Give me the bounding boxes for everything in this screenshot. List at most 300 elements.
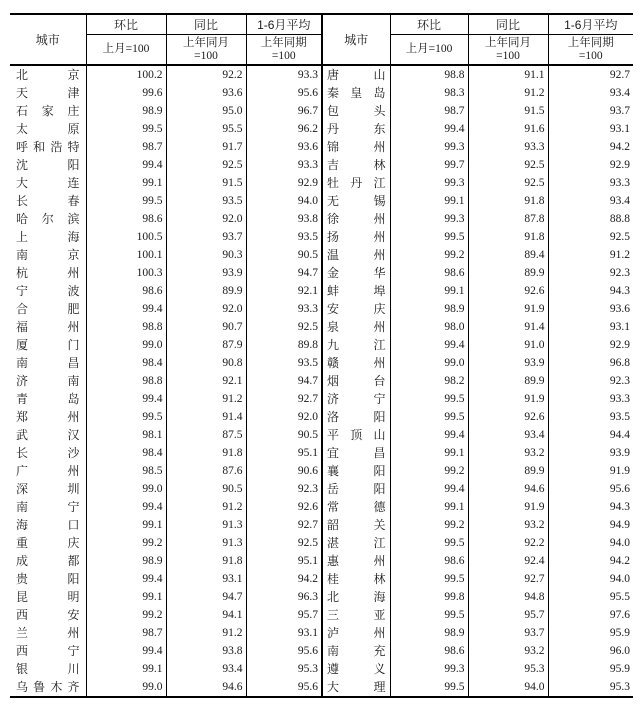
- avg-value-right: 95.3: [609, 681, 630, 693]
- city-name: 赣 州: [327, 356, 386, 370]
- yoy-value-left: 91.2: [166, 498, 246, 516]
- avg-value-left: 92.3: [246, 480, 322, 498]
- table-row: [10, 156, 633, 174]
- table-row: [10, 516, 633, 534]
- price-index-table: [10, 13, 633, 698]
- table-row: [10, 210, 633, 228]
- yoy-value-left: 90.5: [166, 480, 246, 498]
- yoy-value-right: 91.0: [468, 336, 548, 354]
- yoy-value-right: 92.7: [468, 570, 548, 588]
- city-cell-left: [10, 498, 86, 516]
- header-avg-left: 1-6月平均: [246, 14, 322, 35]
- header-yoy-right: 同比: [468, 14, 548, 35]
- mom-value-right: 99.1: [390, 282, 468, 300]
- mom-value-right: 99.1: [390, 498, 468, 516]
- mom-value-left: 98.8: [86, 318, 166, 336]
- yoy-value-right: 87.8: [468, 210, 548, 228]
- city-name: 兰 州: [16, 626, 80, 640]
- avg-value-left: 96.7: [246, 102, 322, 120]
- header-avg-base-left: [246, 35, 322, 66]
- mom-value-left: 99.4: [86, 390, 166, 408]
- city-cell-left: [10, 588, 86, 606]
- avg-value-left: 93.5: [246, 354, 322, 372]
- avg-value-right: 94.0: [609, 537, 630, 549]
- city-name: 唐 山: [327, 68, 386, 82]
- city-name: 吉 林: [327, 158, 386, 172]
- city-name: 银 川: [16, 662, 80, 676]
- mom-value-right: 99.3: [390, 210, 468, 228]
- avg-value-left: 92.1: [246, 282, 322, 300]
- avg-value-right: 92.5: [609, 231, 630, 243]
- city-cell-right: [322, 102, 390, 120]
- city-name: 福 州: [16, 320, 80, 334]
- avg-value-left: 92.5: [246, 534, 322, 552]
- yoy-value-right: 92.4: [468, 552, 548, 570]
- mom-value-left: 99.1: [86, 516, 166, 534]
- yoy-value-left: 93.7: [166, 228, 246, 246]
- city-name: 广 州: [16, 464, 80, 478]
- table-row: [10, 84, 633, 102]
- mom-value-left: 99.2: [86, 534, 166, 552]
- city-cell-right: [322, 174, 390, 192]
- yoy-value-left: 91.2: [166, 390, 246, 408]
- city-name: 南 充: [327, 644, 386, 658]
- city-name: 韶 关: [327, 518, 386, 532]
- table-row: [10, 444, 633, 462]
- mom-value-right: 99.7: [390, 156, 468, 174]
- table-body: [10, 65, 633, 697]
- header-yoy-base-line1: 上年同月: [183, 36, 229, 49]
- yoy-value-left: 87.6: [166, 462, 246, 480]
- avg-value-right: 95.5: [609, 591, 630, 603]
- yoy-value-right: 93.4: [468, 426, 548, 444]
- city-cell-left: [10, 336, 86, 354]
- city-name: 遵 义: [327, 662, 386, 676]
- avg-value-left: 95.3: [246, 660, 322, 678]
- avg-value-left: 93.8: [246, 210, 322, 228]
- avg-value-left: 92.7: [246, 516, 322, 534]
- city-name: 长 春: [16, 194, 80, 208]
- yoy-value-right: 91.4: [468, 318, 548, 336]
- mom-value-right: 98.9: [390, 624, 468, 642]
- city-cell-right: [322, 354, 390, 372]
- city-name: 烟 台: [327, 374, 386, 388]
- avg-value-left: 95.1: [246, 444, 322, 462]
- mom-value-left: 99.2: [86, 606, 166, 624]
- city-cell-left: [10, 65, 86, 84]
- mom-value-left: 98.8: [86, 372, 166, 390]
- city-name: 湛 江: [327, 536, 386, 550]
- mom-value-right: 99.2: [390, 516, 468, 534]
- city-name: 常 德: [327, 500, 386, 514]
- table-row: [10, 264, 633, 282]
- city-cell-right: [322, 156, 390, 174]
- city-name: 平 顶 山: [327, 428, 386, 442]
- header-city-left: 城市: [10, 14, 86, 65]
- city-cell-left: [10, 264, 86, 282]
- city-cell-left: [10, 210, 86, 228]
- city-cell-left: [10, 246, 86, 264]
- yoy-value-left: 91.8: [166, 552, 246, 570]
- table-row: [10, 372, 633, 390]
- city-name: 哈 尔 滨: [16, 212, 80, 226]
- avg-value-left: 92.7: [246, 390, 322, 408]
- avg-value-left: 90.5: [246, 426, 322, 444]
- city-name: 西 宁: [16, 644, 80, 658]
- yoy-value-left: 92.0: [166, 300, 246, 318]
- mom-value-left: 98.4: [86, 444, 166, 462]
- mom-value-right: 98.2: [390, 372, 468, 390]
- city-name: 岳 阳: [327, 482, 386, 496]
- table-row: [10, 192, 633, 210]
- mom-value-left: 99.6: [86, 84, 166, 102]
- mom-value-right: 99.1: [390, 192, 468, 210]
- table-row: [10, 318, 633, 336]
- city-cell-left: [10, 354, 86, 372]
- table-row: [10, 498, 633, 516]
- mom-value-left: 99.4: [86, 642, 166, 660]
- avg-value-left: 95.7: [246, 606, 322, 624]
- avg-value-right: 94.4: [609, 429, 630, 441]
- avg-value-left: 89.8: [246, 336, 322, 354]
- city-cell-left: [10, 552, 86, 570]
- mom-value-left: 98.7: [86, 138, 166, 156]
- avg-value-right: 93.3: [609, 177, 630, 189]
- avg-value-right: 92.7: [609, 69, 630, 81]
- yoy-value-right: 93.2: [468, 444, 548, 462]
- mom-value-left: 98.6: [86, 282, 166, 300]
- avg-value-right: 93.9: [609, 447, 630, 459]
- avg-value-right: 91.2: [609, 249, 630, 261]
- avg-value-left: 94.7: [246, 264, 322, 282]
- header-yoy-base-line2: =100: [194, 49, 218, 62]
- city-name: 包 头: [327, 104, 386, 118]
- city-name: 宁 波: [16, 284, 80, 298]
- city-name: 呼 和 浩 特: [16, 140, 80, 154]
- table-row: [10, 624, 633, 642]
- city-name: 泉 州: [327, 320, 386, 334]
- table-row: [10, 246, 633, 264]
- table-row: [10, 228, 633, 246]
- city-name: 九 江: [327, 338, 386, 352]
- yoy-value-right: 91.9: [468, 498, 548, 516]
- mom-value-left: 99.0: [86, 480, 166, 498]
- avg-value-left: 92.9: [246, 174, 322, 192]
- avg-value-left: 95.6: [246, 642, 322, 660]
- city-cell-right: [322, 408, 390, 426]
- yoy-value-right: 89.9: [468, 462, 548, 480]
- avg-value-left: 92.6: [246, 498, 322, 516]
- yoy-value-left: 94.6: [166, 678, 246, 697]
- mom-value-left: 98.4: [86, 354, 166, 372]
- avg-value-right: 96.8: [609, 357, 630, 369]
- yoy-value-left: 90.7: [166, 318, 246, 336]
- city-cell-right: [322, 462, 390, 480]
- city-name: 北 海: [327, 590, 386, 604]
- table-row: [10, 102, 633, 120]
- city-cell-left: [10, 138, 86, 156]
- header-mom-left: 环比: [86, 14, 166, 35]
- city-cell-right: [322, 624, 390, 642]
- header-avg-base-line2: =100: [578, 49, 603, 62]
- city-name: 洛 阳: [327, 410, 386, 424]
- city-cell-left: [10, 624, 86, 642]
- table-row: [10, 570, 633, 588]
- city-name: 西 安: [16, 608, 80, 622]
- header-mom-base-right: 上月=100: [390, 35, 468, 66]
- yoy-value-left: 92.5: [166, 156, 246, 174]
- city-name: 锦 州: [327, 140, 386, 154]
- yoy-value-right: 91.2: [468, 84, 548, 102]
- yoy-value-right: 93.7: [468, 624, 548, 642]
- city-cell-right: [322, 336, 390, 354]
- yoy-value-left: 91.4: [166, 408, 246, 426]
- header-avg-base-line1: 上年同期: [260, 36, 307, 49]
- city-name: 长 沙: [16, 446, 80, 460]
- header-yoy-base-left: [166, 35, 246, 66]
- header-yoy-base-line1: 上年同月: [485, 36, 531, 49]
- avg-value-left: 93.3: [246, 156, 322, 174]
- yoy-value-left: 91.7: [166, 138, 246, 156]
- avg-value-left: 90.6: [246, 462, 322, 480]
- avg-value-right: 97.6: [609, 609, 630, 621]
- avg-value-right: 94.3: [609, 501, 630, 513]
- yoy-value-left: 94.7: [166, 588, 246, 606]
- mom-value-left: 100.2: [86, 65, 166, 84]
- avg-value-left: 94.0: [246, 192, 322, 210]
- city-cell-left: [10, 390, 86, 408]
- city-name: 三 亚: [327, 608, 386, 622]
- city-cell-right: [322, 246, 390, 264]
- yoy-value-left: 92.2: [166, 65, 246, 84]
- mom-value-right: 99.2: [390, 246, 468, 264]
- yoy-value-left: 93.8: [166, 642, 246, 660]
- mom-value-right: 98.8: [390, 65, 468, 84]
- mom-value-left: 99.4: [86, 300, 166, 318]
- table-row: [10, 534, 633, 552]
- mom-value-left: 99.1: [86, 588, 166, 606]
- mom-value-left: 99.5: [86, 408, 166, 426]
- yoy-value-left: 91.2: [166, 624, 246, 642]
- yoy-value-left: 87.9: [166, 336, 246, 354]
- yoy-value-left: 94.1: [166, 606, 246, 624]
- city-name: 南 昌: [16, 356, 80, 370]
- city-cell-right: [322, 480, 390, 498]
- city-name: 济 南: [16, 374, 80, 388]
- yoy-value-right: 89.4: [468, 246, 548, 264]
- mom-value-right: 99.0: [390, 354, 468, 372]
- city-name: 南 宁: [16, 500, 80, 514]
- yoy-value-left: 93.4: [166, 660, 246, 678]
- city-name: 石 家 庄: [16, 104, 80, 118]
- city-name: 杭 州: [16, 266, 80, 280]
- city-name: 沈 阳: [16, 158, 80, 172]
- avg-value-left: 93.5: [246, 228, 322, 246]
- city-name: 大 连: [16, 176, 80, 190]
- avg-value-left: 93.3: [246, 65, 322, 84]
- city-cell-left: [10, 444, 86, 462]
- mom-value-left: 99.4: [86, 156, 166, 174]
- city-name: 济 宁: [327, 392, 386, 406]
- header-yoy-base-right: [468, 35, 548, 66]
- table-row: [10, 462, 633, 480]
- city-cell-right: [322, 606, 390, 624]
- city-cell-left: [10, 102, 86, 120]
- mom-value-right: 99.4: [390, 120, 468, 138]
- yoy-value-right: 95.3: [468, 660, 548, 678]
- yoy-value-right: 92.6: [468, 282, 548, 300]
- yoy-value-right: 94.8: [468, 588, 548, 606]
- city-name: 贵 阳: [16, 572, 80, 586]
- city-name: 南 京: [16, 248, 80, 262]
- city-cell-right: [322, 372, 390, 390]
- mom-value-left: 100.5: [86, 228, 166, 246]
- city-name: 北 京: [16, 68, 80, 82]
- yoy-value-left: 93.1: [166, 570, 246, 588]
- city-cell-left: [10, 606, 86, 624]
- yoy-value-left: 91.8: [166, 444, 246, 462]
- mom-value-right: 99.1: [390, 444, 468, 462]
- table-row: [10, 678, 633, 697]
- city-cell-left: [10, 120, 86, 138]
- city-cell-right: [322, 138, 390, 156]
- mom-value-left: 100.1: [86, 246, 166, 264]
- mom-value-right: 98.6: [390, 264, 468, 282]
- yoy-value-right: 95.7: [468, 606, 548, 624]
- city-name: 重 庆: [16, 536, 80, 550]
- yoy-value-right: 89.9: [468, 264, 548, 282]
- yoy-value-right: 89.9: [468, 372, 548, 390]
- header-avg-base-line2: =100: [271, 49, 296, 62]
- mom-value-left: 98.5: [86, 462, 166, 480]
- mom-value-left: 100.3: [86, 264, 166, 282]
- table-row: [10, 390, 633, 408]
- city-name: 惠 州: [327, 554, 386, 568]
- mom-value-right: 99.3: [390, 660, 468, 678]
- yoy-value-left: 90.3: [166, 246, 246, 264]
- avg-value-left: 90.5: [246, 246, 322, 264]
- city-name: 武 汉: [16, 428, 80, 442]
- city-name: 大 理: [327, 680, 386, 694]
- avg-value-right: 93.3: [609, 393, 630, 405]
- city-cell-right: [322, 210, 390, 228]
- avg-value-right: 94.2: [609, 141, 630, 153]
- city-cell-left: [10, 462, 86, 480]
- city-name: 青 岛: [16, 392, 80, 406]
- city-name: 乌 鲁 木 齐: [16, 680, 80, 694]
- mom-value-right: 98.3: [390, 84, 468, 102]
- yoy-value-left: 91.3: [166, 516, 246, 534]
- mom-value-right: 98.6: [390, 552, 468, 570]
- header-yoy-left: 同比: [166, 14, 246, 35]
- avg-value-left: 93.1: [246, 624, 322, 642]
- city-cell-right: [322, 498, 390, 516]
- city-name: 牡 丹 江: [327, 176, 386, 190]
- mom-value-left: 99.4: [86, 570, 166, 588]
- table-row: [10, 138, 633, 156]
- table-row: [10, 354, 633, 372]
- city-cell-right: [322, 300, 390, 318]
- avg-value-right: 94.9: [609, 519, 630, 531]
- mom-value-left: 99.1: [86, 660, 166, 678]
- table-row: [10, 282, 633, 300]
- city-name: 泸 州: [327, 626, 386, 640]
- mom-value-right: 99.5: [390, 678, 468, 697]
- avg-value-right: 95.9: [609, 627, 630, 639]
- city-cell-right: [322, 444, 390, 462]
- city-cell-left: [10, 570, 86, 588]
- mom-value-left: 99.5: [86, 120, 166, 138]
- city-name: 扬 州: [327, 230, 386, 244]
- city-cell-left: [10, 84, 86, 102]
- yoy-value-left: 91.3: [166, 534, 246, 552]
- yoy-value-right: 94.6: [468, 480, 548, 498]
- avg-value-right: 94.2: [609, 555, 630, 567]
- header-city-right: 城市: [322, 14, 390, 65]
- city-cell-right: [322, 678, 390, 697]
- mom-value-right: 99.3: [390, 174, 468, 192]
- avg-value-left: 95.1: [246, 552, 322, 570]
- table-row: [10, 174, 633, 192]
- yoy-value-left: 92.1: [166, 372, 246, 390]
- city-cell-right: [322, 228, 390, 246]
- city-cell-left: [10, 228, 86, 246]
- avg-value-right: 95.6: [609, 483, 630, 495]
- avg-value-right: 94.3: [609, 285, 630, 297]
- city-name: 徐 州: [327, 212, 386, 226]
- avg-value-right: 92.9: [609, 339, 630, 351]
- city-cell-right: [322, 660, 390, 678]
- city-cell-left: [10, 480, 86, 498]
- header-avg-base-line1: 上年同期: [567, 36, 614, 49]
- mom-value-left: 98.1: [86, 426, 166, 444]
- yoy-value-left: 92.0: [166, 210, 246, 228]
- mom-value-left: 99.5: [86, 192, 166, 210]
- yoy-value-left: 95.5: [166, 120, 246, 138]
- city-name: 无 锡: [327, 194, 386, 208]
- table-row: [10, 480, 633, 498]
- yoy-value-left: 93.6: [166, 84, 246, 102]
- yoy-value-right: 92.5: [468, 174, 548, 192]
- table-row: [10, 65, 633, 84]
- mom-value-right: 99.5: [390, 408, 468, 426]
- avg-value-right: 93.7: [609, 105, 630, 117]
- mom-value-right: 99.5: [390, 570, 468, 588]
- city-cell-left: [10, 408, 86, 426]
- city-name: 昆 明: [16, 590, 80, 604]
- table-row: [10, 588, 633, 606]
- city-name: 温 州: [327, 248, 386, 262]
- yoy-value-right: 91.5: [468, 102, 548, 120]
- table-row: [10, 642, 633, 660]
- city-cell-left: [10, 300, 86, 318]
- mom-value-left: 99.1: [86, 174, 166, 192]
- city-name: 太 原: [16, 122, 80, 136]
- mom-value-right: 99.5: [390, 390, 468, 408]
- avg-value-right: 93.4: [609, 87, 630, 99]
- avg-value-right: 93.1: [609, 123, 630, 135]
- city-cell-left: [10, 282, 86, 300]
- mom-value-right: 98.7: [390, 102, 468, 120]
- mom-value-right: 99.5: [390, 228, 468, 246]
- city-cell-right: [322, 516, 390, 534]
- header-avg-right: 1-6月平均: [548, 14, 633, 35]
- avg-value-right: 93.6: [609, 303, 630, 315]
- mom-value-left: 98.6: [86, 210, 166, 228]
- city-name: 厦 门: [16, 338, 80, 352]
- yoy-value-right: 93.2: [468, 642, 548, 660]
- city-cell-right: [322, 282, 390, 300]
